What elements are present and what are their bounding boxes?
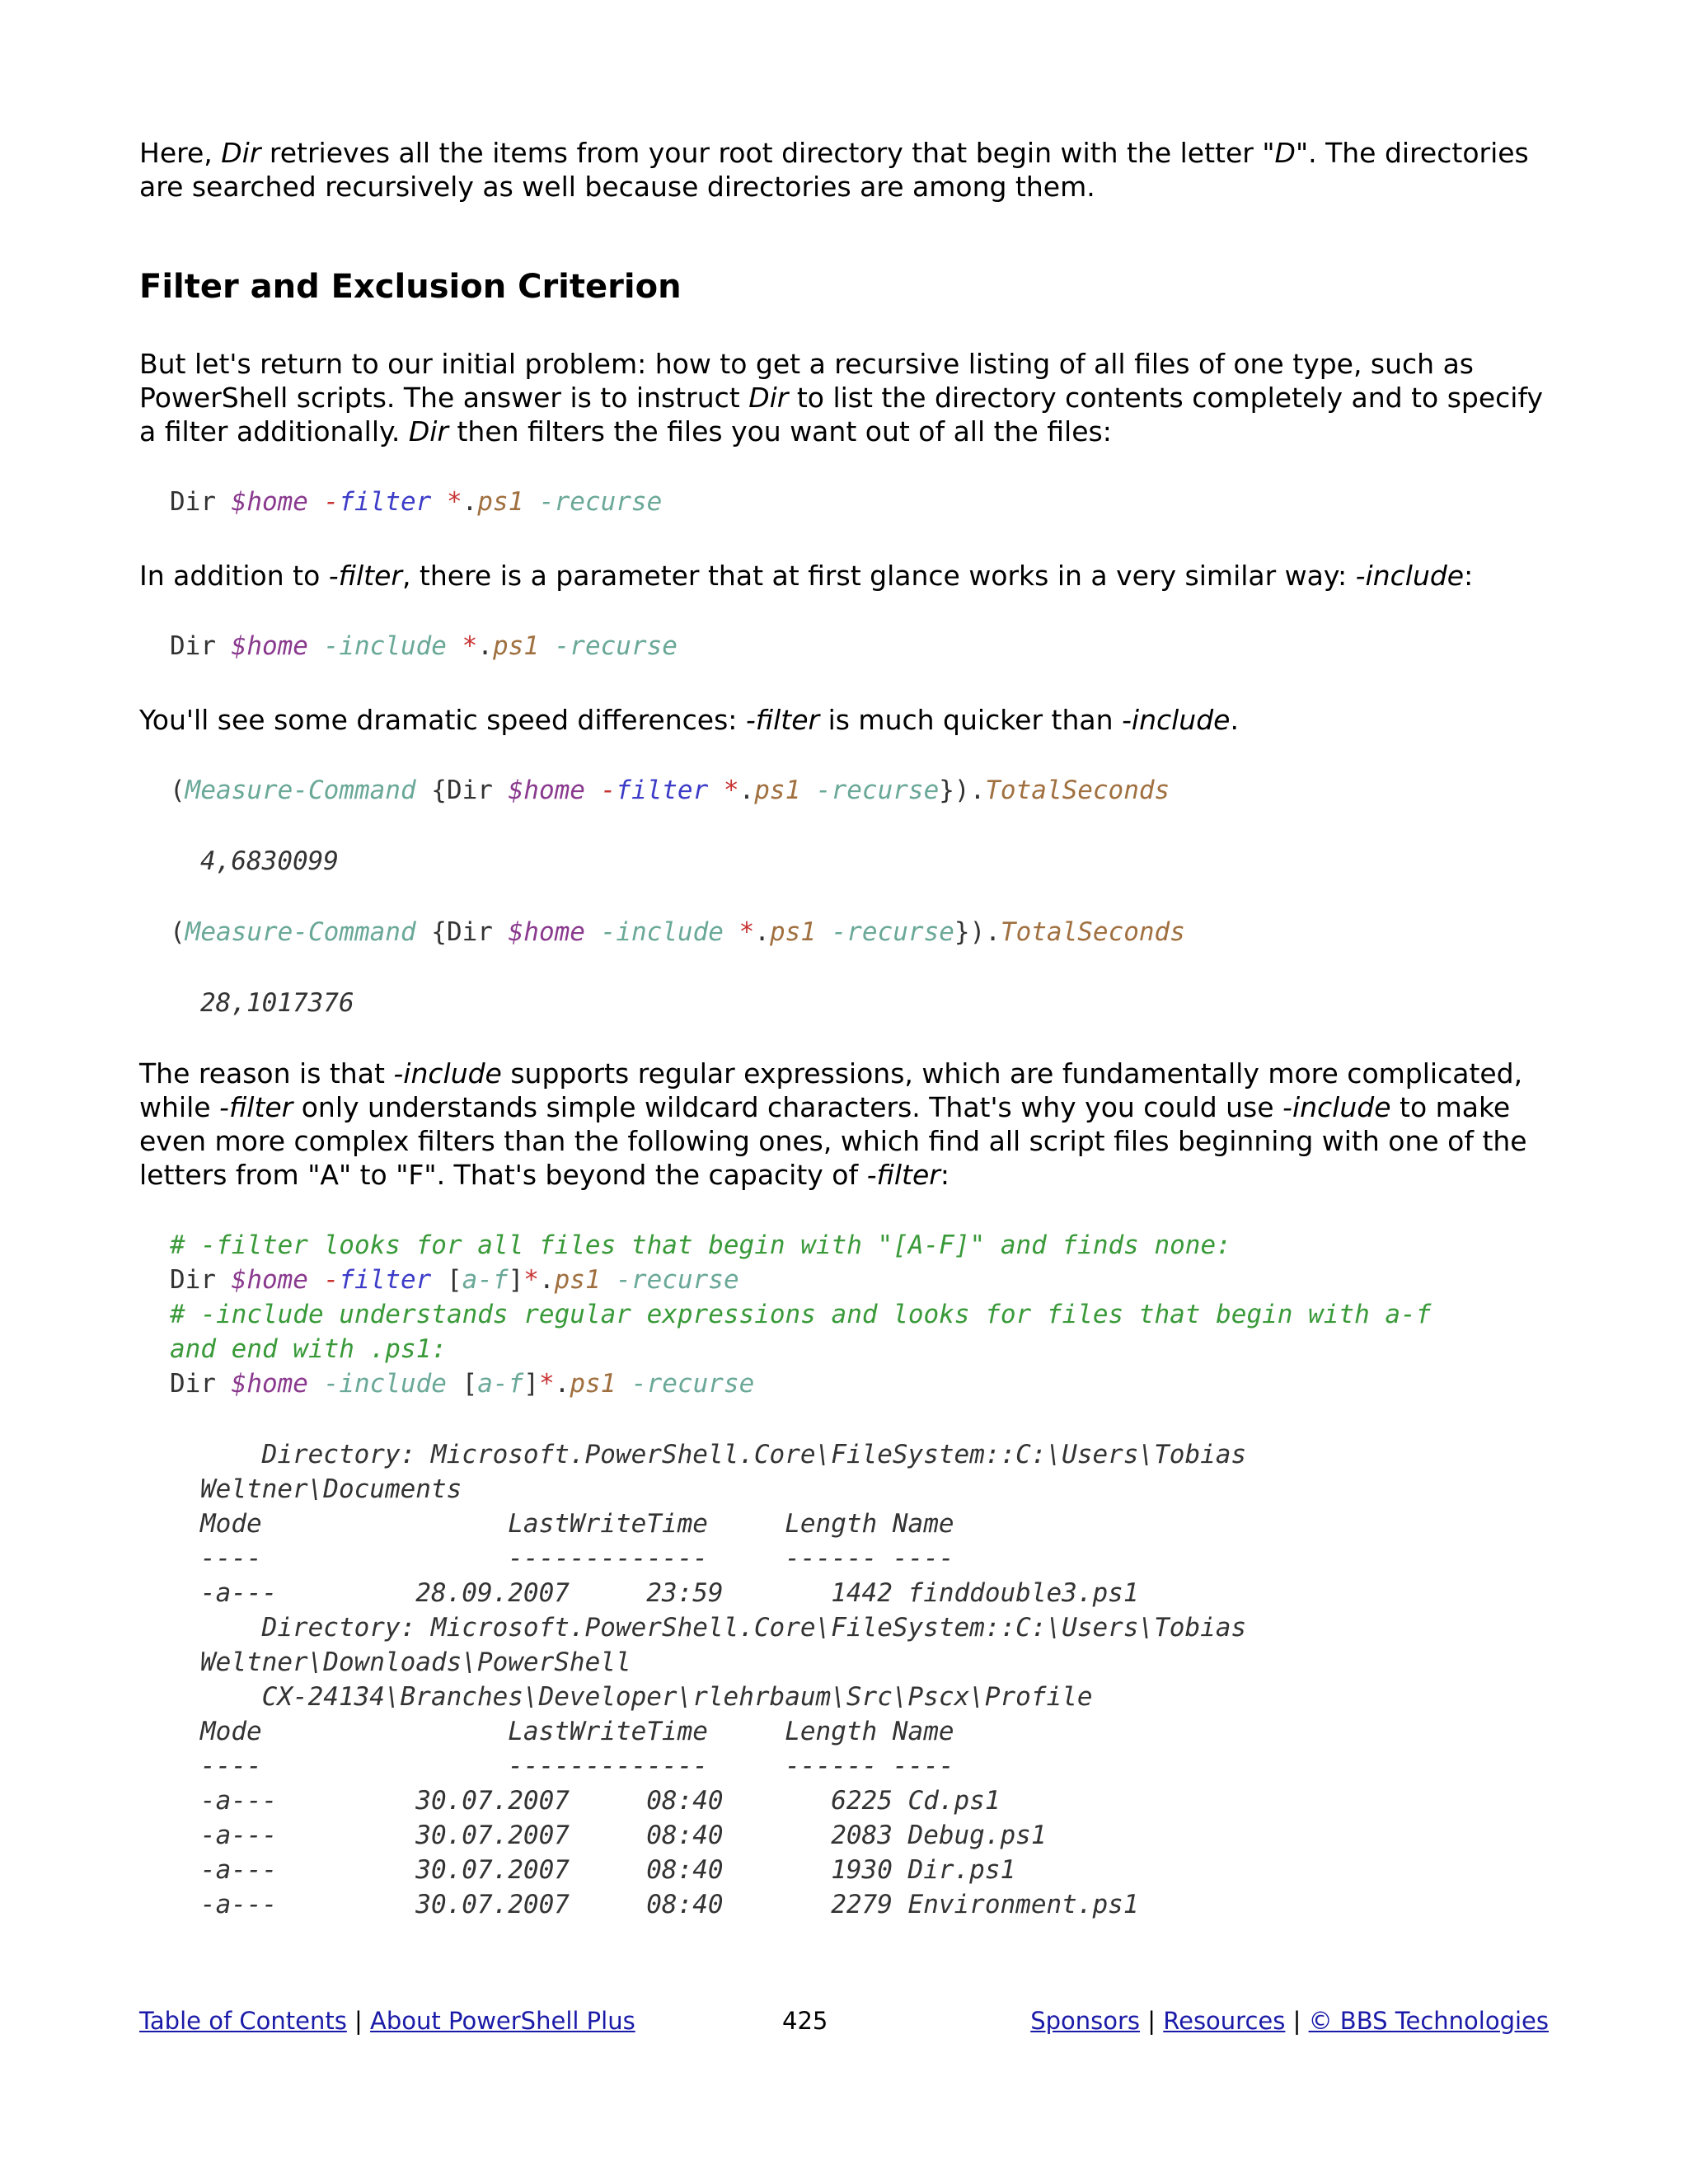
paragraph-include: In addition to -filter, there is a parameter that at first glance works in a very similar way: -include: [139, 560, 1474, 592]
code-measure-include: (Measure-Command {Dir $home -include *.ps1 -recurse}).TotalSeconds [170, 917, 1185, 947]
paragraph-problem: But let's return to our initial problem: how to get a recursive listing of all files of one type, such as PowerShell scripts. The answer is to instruct Dir to list the directory contents completely and to specify a filter additionally. Dir then filters the files you want out of all the files: [139, 348, 1544, 448]
directory-listing-output [200, 1437, 1557, 1922]
output-line: Directory: Microsoft.PowerShell.Core\FileSystem::C:\Users\Tobias [200, 1440, 1247, 1469]
output-line: -a--- 30.07.2007 08:40 2279 Environment.ps1 [200, 1890, 1139, 1919]
code-range-examples: # -filter looks for all files that begin with "[A-F]" and finds none: Dir $home -filter [a-f]*.ps1 -recurse # -include understands regular expressions and looks for files that begin with a-f and end with .ps1: Dir $home -include [a-f]*.ps1 -recurse [170, 1230, 1432, 1399]
page-number: 425 [782, 2007, 828, 2035]
footer-left-links: Table of Contents | About PowerShell Plus [139, 2007, 635, 2035]
output-line: ---- ------------- ------ ---- [200, 1544, 954, 1573]
output-line: Directory: Microsoft.PowerShell.Core\FileSystem::C:\Users\Tobias [200, 1613, 1247, 1643]
about-powershell-plus-link[interactable]: About PowerShell Plus [370, 2007, 635, 2035]
output-line: ---- ------------- ------ ---- [200, 1751, 954, 1781]
sponsors-link[interactable]: Sponsors [1030, 2007, 1141, 2035]
output-line: Weltner\Downloads\PowerShell [200, 1647, 631, 1677]
paragraph-regex: The reason is that -include supports regular expressions, which are fundamentally more complicated, while -filter only understands simple wildcard characters. That's why you could use -include to make even more complex filters than the following ones, which find all script files beginning with one of the letters from "A" to "F". That's beyond the capacity of -filter: [139, 1057, 1527, 1191]
page-content [139, 136, 1557, 1922]
output-line: -a--- 28.09.2007 23:59 1442 finddouble3.ps1 [200, 1578, 1139, 1608]
output-line: Mode LastWriteTime Length Name [200, 1717, 954, 1746]
code-dir-include: Dir $home -include *.ps1 -recurse [170, 631, 678, 661]
footer-right-links: Sponsors | Resources | © BBS Technologies [1030, 2007, 1549, 2035]
output-line: Weltner\Documents [200, 1474, 462, 1504]
code-measure-filter: (Measure-Command {Dir $home -filter *.ps1 -recurse}).TotalSeconds [170, 776, 1170, 805]
intro-paragraph: Here, Dir retrieves all the items from your root directory that begin with the letter "D". The directories are searched recursively as well because directories are among them. [139, 137, 1529, 203]
code-comment: and end with .ps1: [170, 1334, 447, 1364]
paragraph-speed: You'll see some dramatic speed differences: -filter is much quicker than -include. [139, 704, 1239, 736]
table-of-contents-link[interactable]: Table of Contents [139, 2007, 347, 2035]
resources-link[interactable]: Resources [1163, 2007, 1286, 2035]
output-line: -a--- 30.07.2007 08:40 1930 Dir.ps1 [200, 1855, 1016, 1885]
code-dir-filter: Dir $home -filter *.ps1 -recurse [170, 487, 663, 517]
code-comment: # -filter looks for all files that begin with "[A-F]" and finds none: [170, 1230, 1231, 1260]
output-filter-seconds: 4,6830099 [200, 846, 339, 876]
code-comment: # -include understands regular expressions and looks for files that begin with a-f [170, 1300, 1432, 1329]
output-include-seconds: 28,1017376 [200, 988, 354, 1018]
output-line: -a--- 30.07.2007 08:40 6225 Cd.ps1 [200, 1786, 1001, 1816]
page-footer [139, 2003, 1549, 2039]
output-line: Mode LastWriteTime Length Name [200, 1509, 954, 1539]
output-line: -a--- 30.07.2007 08:40 2083 Debug.ps1 [200, 1821, 1047, 1850]
bbs-technologies-link[interactable]: © BBS Technologies [1308, 2007, 1549, 2035]
section-heading: Filter and Exclusion Criterion [139, 268, 682, 306]
output-line: CX-24134\Branches\Developer\rlehrbaum\Src\Pscx\Profile [200, 1682, 1093, 1712]
